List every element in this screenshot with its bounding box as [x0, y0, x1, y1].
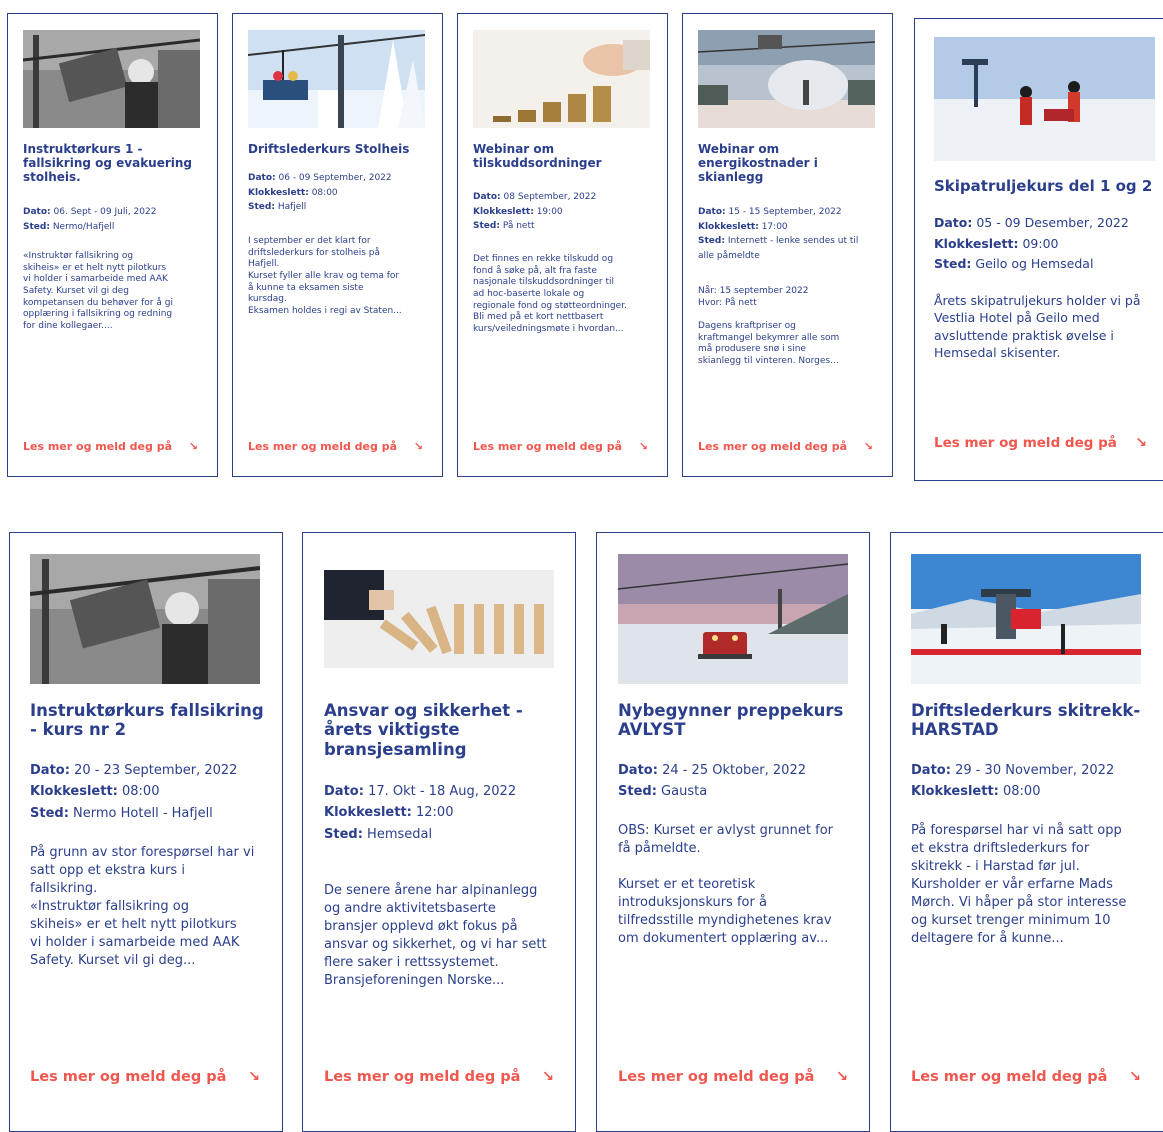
course-meta [473, 190, 658, 234]
read-more-link[interactable]: Les mer og meld deg på ↘ [911, 1069, 1141, 1085]
date-row: Dato: 17. Okt - 18 Aug, 2022 [324, 784, 517, 799]
place-row: Sted: Nermo Hotell - Hafjell [30, 805, 213, 821]
course-description: Det finnes en rekke tilskudd og fond å søke på, alt fra faste nasjonale tilskuddsordninger til ad hoc-baserte lokale og regionale fond og støtteordninger. Bli med på et kort nettbasert kurs/veiledningsmøte i hvordan... [473, 254, 627, 335]
arrow-down-right-icon: ↘ [863, 440, 873, 453]
course-meta [698, 205, 876, 263]
date-row: Dato: 08 September, 2022 [473, 192, 597, 202]
arrow-down-right-icon: ↘ [1135, 435, 1147, 451]
arrow-down-right-icon: ↘ [247, 1069, 260, 1085]
arrow-down-right-icon: ↘ [835, 1069, 848, 1085]
read-more-link[interactable]: Les mer og meld deg på ↘ [248, 440, 423, 453]
course-title: Driftslederkurs Stolheis [248, 142, 410, 156]
arrow-down-right-icon: ↘ [1128, 1069, 1141, 1085]
arrow-down-right-icon: ↘ [188, 440, 198, 453]
course-meta [248, 171, 433, 215]
course-image [248, 30, 425, 128]
read-more-link[interactable]: Les mer og meld deg på ↘ [934, 435, 1147, 451]
place-row: Sted: Geilo og Hemsedal [934, 256, 1094, 272]
course-image [324, 570, 554, 668]
course-meta [911, 760, 1156, 803]
time-row: Klokkeslett: 17:00 [698, 221, 788, 232]
course-description: Årets skipatruljekurs holder vi på Vestlia Hotel på Geilo med avsluttende praktisk øvelse i Hemsedal skisenter. [934, 293, 1141, 360]
time-row: Klokkeslett: 12:00 [324, 805, 454, 821]
read-more-link[interactable]: Les mer og meld deg på ↘ [324, 1069, 554, 1085]
time-row: Klokkeslett: 08:00 [30, 784, 160, 800]
course-card[interactable] [232, 13, 443, 477]
read-more-link[interactable]: Les mer og meld deg på ↘ [473, 440, 648, 453]
time-row: Klokkeslett: 08:00 [248, 187, 338, 198]
date-row: Dato: 20 - 23 September, 2022 [30, 763, 238, 778]
read-more-link[interactable]: Les mer og meld deg på ↘ [698, 440, 873, 453]
course-title: Driftslederkurs skitrekk- HARSTAD [911, 701, 1141, 740]
course-meta [30, 760, 275, 824]
course-card[interactable] [682, 13, 893, 477]
read-more-link[interactable]: Les mer og meld deg på ↘ [30, 1069, 260, 1085]
course-meta [324, 781, 569, 845]
time-row: Klokkeslett: 09:00 [934, 235, 1059, 251]
course-image [30, 554, 260, 684]
read-more-link[interactable]: Les mer og meld deg på ↘ [23, 440, 198, 453]
course-title: Webinar om tilskuddsordninger [473, 142, 602, 171]
course-card[interactable] [914, 18, 1163, 481]
course-image [473, 30, 650, 128]
course-description: På grunn av stor forespørsel har vi satt opp et ekstra kurs i fallsikring. «Instruktør fallsikring og skiheis» er et helt nytt pilotkurs vi holder i samarbeide med AAK Safety. Kurset vil gi deg... [30, 845, 255, 968]
date-row: Dato: 05 - 09 Desember, 2022 [934, 215, 1129, 230]
course-meta [934, 213, 1159, 275]
course-title: Instruktørkurs fallsikring - kurs nr 2 [30, 701, 264, 740]
course-card[interactable] [9, 532, 283, 1132]
course-title: Instruktørkurs 1 - fallsikring og evakuering stolheis. [23, 142, 193, 185]
date-row: Dato: 06 - 09 September, 2022 [248, 173, 392, 183]
course-card[interactable] [7, 13, 218, 477]
course-image [911, 554, 1141, 684]
course-description: I september er det klart for driftslederkurs for stolheis på Hafjell. Kurset fyller alle krav og tema for å kunne ta eksamen siste kursdag. Eksamen holdes i regi av Staten... [248, 236, 402, 317]
arrow-down-right-icon: ↘ [638, 440, 648, 453]
course-title: Ansvar og sikkerhet - årets viktigste bransjesamling [324, 701, 523, 759]
course-image [934, 37, 1155, 161]
place-row: Sted: På nett [473, 221, 535, 232]
time-row: Klokkeslett: 08:00 [911, 784, 1041, 800]
read-more-link[interactable]: Les mer og meld deg på ↘ [618, 1069, 848, 1085]
course-description: På forespørsel har vi nå satt opp et ekstra driftslederkurs for skitrekk - i Harstad før jul. Kursholder er vår erfarne Mads Mørch. Vi håper på stor interesse og kurset trenger minimum 10 deltagere for å kunne... [911, 823, 1127, 946]
arrow-down-right-icon: ↘ [413, 440, 423, 453]
date-row: Dato: 06. Sept - 09 Juli, 2022 [23, 207, 157, 217]
course-card[interactable] [596, 532, 870, 1132]
course-title: Webinar om energikostnader i skianlegg [698, 142, 818, 185]
course-image [698, 30, 875, 128]
place-row: Sted: Hemsedal [324, 826, 433, 842]
time-row: Klokkeslett: 19:00 [473, 206, 563, 217]
course-image [23, 30, 200, 128]
course-card[interactable] [457, 13, 668, 477]
date-row: Dato: 24 - 25 Oktober, 2022 [618, 763, 806, 778]
course-description: De senere årene har alpinanlegg og andre aktivitetsbaserte bransjer opplevd økt fokus på ansvar og sikkerhet, og vi har sett flere saker i rettssystemet. Bransjeforeningen Norske... [324, 883, 547, 988]
course-description: OBS: Kurset er avlyst grunnet for få påmeldte. Kurset er et teoretisk introduksjonskurs for å tilfredsstille myndighetenes krav om dokumentert opplæring av... [618, 823, 834, 946]
course-description: «Instruktør fallsikring og skiheis» er et helt nytt pilotkurs vi holder i samarbeide med AAK Safety. Kurset vil gi deg kompetansen du behøver for å gi opplæring i fallsikring og redning for dine kollegaer.... [23, 251, 173, 332]
course-title: Skipatruljekurs del 1 og 2 [934, 177, 1153, 195]
arrow-down-right-icon: ↘ [541, 1069, 554, 1085]
place-row: Sted: Gausta [618, 784, 708, 800]
date-row: Dato: 29 - 30 November, 2022 [911, 763, 1115, 778]
course-description: Når: 15 september 2022 Hvor: På nett Dagens kraftpriser og kraftmangel bekymrer alle som må produsere snø i sine skianlegg til vinteren. Norges... [698, 286, 840, 367]
date-row: Dato: 15 - 15 September, 2022 [698, 207, 842, 217]
course-card[interactable] [890, 532, 1163, 1132]
place-row: Sted: Internett - lenke sendes ut til alle påmeldte [698, 236, 859, 261]
course-image [618, 554, 848, 684]
course-meta [618, 760, 863, 803]
course-meta [23, 205, 208, 234]
place-row: Sted: Hafjell [248, 202, 307, 213]
course-card[interactable] [302, 532, 576, 1132]
course-title: Nybegynner preppekurs AVLYST [618, 701, 844, 740]
place-row: Sted: Nermo/Hafjell [23, 221, 115, 232]
